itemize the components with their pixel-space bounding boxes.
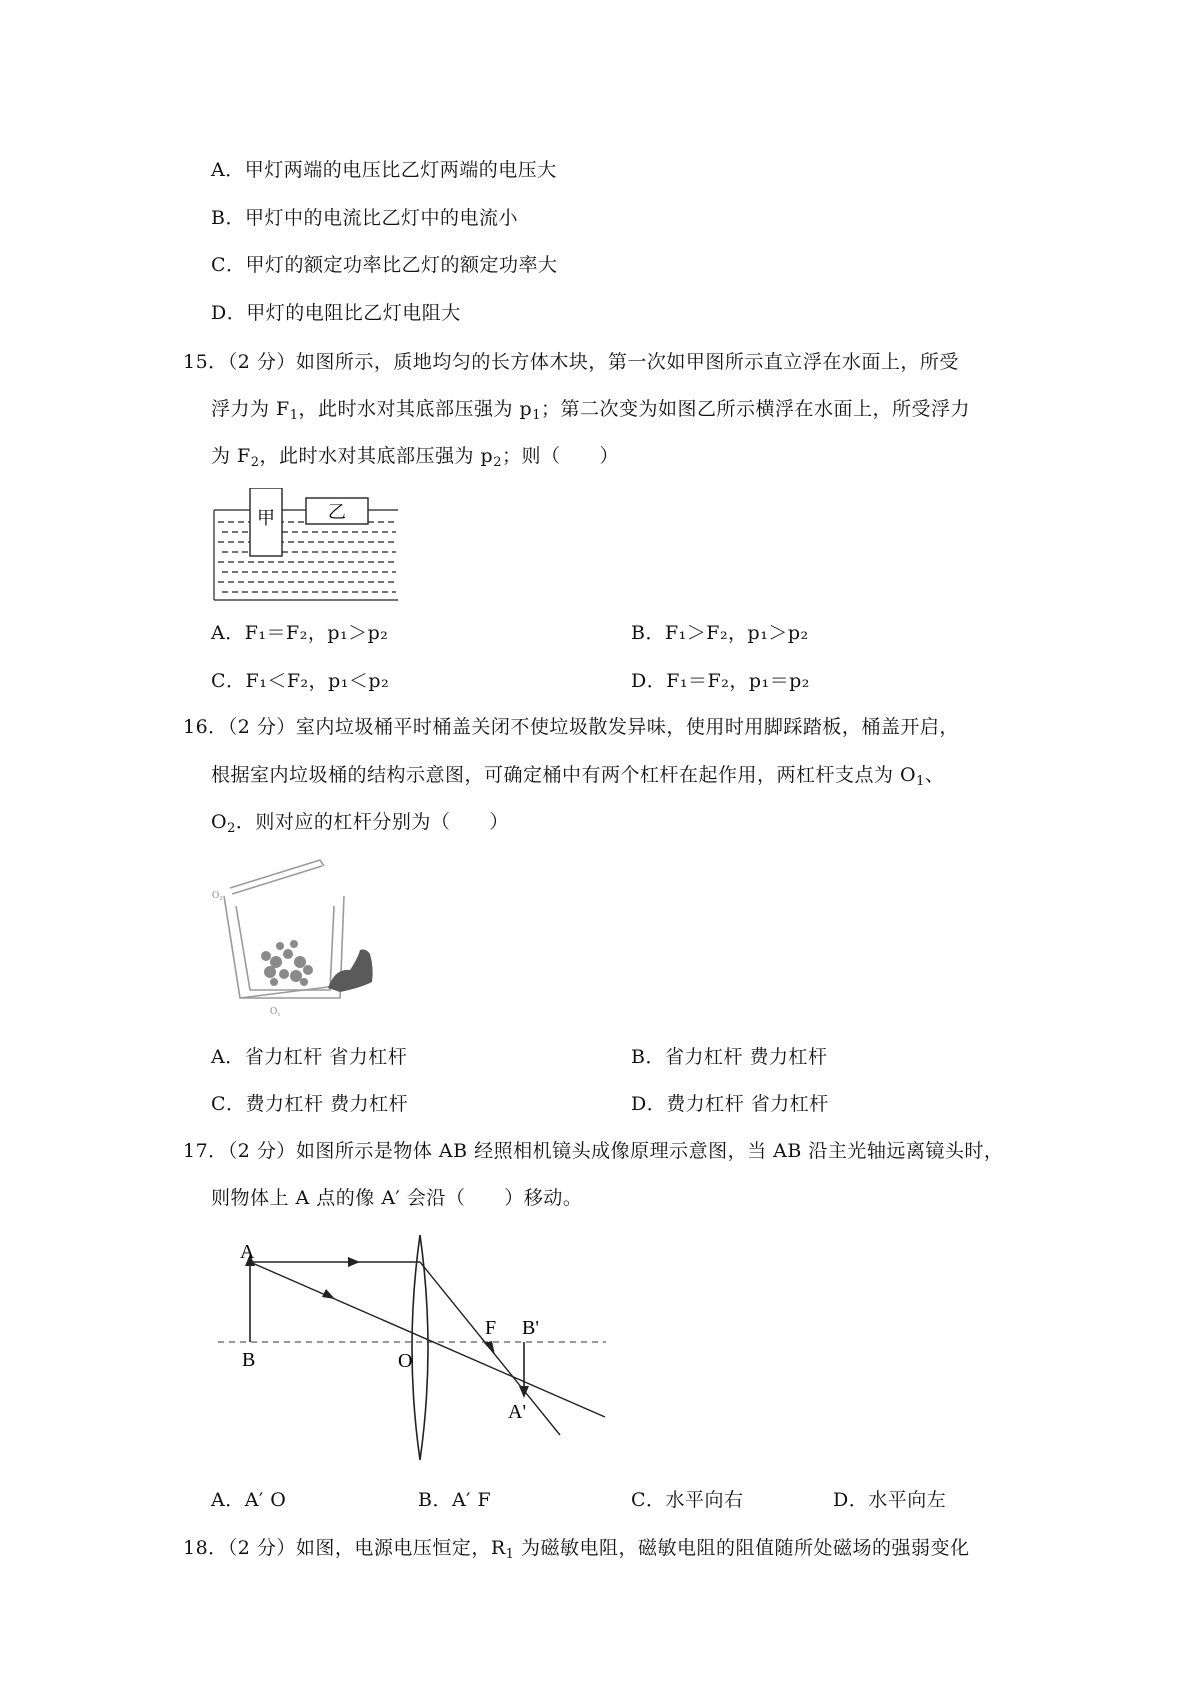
q15-option-b: B．F₁＞F₂，p₁＞p₂	[631, 622, 809, 644]
q16-option-b: B．省力杠杆 费力杠杆	[631, 1046, 828, 1068]
label-b-prime: B'	[522, 1317, 539, 1339]
q16-stem-line2	[211, 763, 944, 787]
q18-stem-line1	[183, 1536, 969, 1560]
q16-text: O	[211, 811, 228, 833]
question-number: 17．	[183, 1140, 228, 1162]
q15-text: 为 F	[211, 445, 251, 467]
floating-blocks-figure	[212, 488, 402, 603]
q15-stem-line1	[183, 350, 959, 374]
lens-imaging-figure	[210, 1230, 610, 1465]
q16-option-d: D．费力杠杆 省力杠杆	[631, 1093, 829, 1115]
q14-option-a: A．甲灯两端的电压比乙灯两端的电压大	[211, 159, 557, 181]
subscript: 1	[289, 408, 299, 423]
q17-stem-line2: 则物体上 A 点的像 A′ 会沿（ ）移动。	[211, 1187, 583, 1209]
subscript: 1	[505, 1547, 515, 1562]
question-score: （2 分）	[227, 1537, 296, 1559]
question-score: （2 分）	[227, 351, 296, 373]
question-number: 15．	[183, 351, 228, 373]
subscript: 1	[532, 408, 541, 423]
label-a-prime: A'	[508, 1401, 527, 1423]
q16-text-line1: 室内垃圾桶平时桶盖关闭不使垃圾散发异味，使用时用脚踩踏板，桶盖开启，	[295, 716, 959, 738]
subscript: 2	[493, 455, 502, 470]
q17-option-b: B．A′ F	[418, 1489, 492, 1511]
label-yi: 乙	[328, 502, 346, 522]
q18-text: 如图，电源电压恒定，R	[295, 1537, 506, 1559]
question-number: 16．	[183, 716, 228, 738]
foot-icon	[328, 950, 373, 993]
label-f: F	[485, 1317, 497, 1339]
q15-option-c: C．F₁＜F₂，p₁＜p₂	[211, 670, 390, 692]
q14-option-c: C．甲灯的额定功率比乙灯的额定功率大	[211, 254, 558, 276]
q14-option-d: D．甲灯的电阻比乙灯电阻大	[211, 302, 461, 324]
label-b: B	[242, 1349, 256, 1371]
q16-option-a: A．省力杠杆 省力杠杆	[211, 1046, 408, 1068]
q17-stem-line1	[183, 1139, 1003, 1163]
trash-can-figure	[210, 858, 410, 1023]
q15-option-d: D．F₁＝F₂，p₁＝p₂	[631, 670, 810, 692]
question-score: （2 分）	[227, 716, 296, 738]
q17-text-line1: 如图所示是物体 AB 经照相机镜头成像原理示意图，当 AB 沿主光轴远离镜头时，	[295, 1140, 1004, 1162]
question-number: 18．	[183, 1537, 228, 1559]
q15-text: ，此时水对其底部压强为 p	[298, 398, 533, 420]
label-o1: O₁	[270, 1006, 281, 1017]
q15-text-line1: 如图所示，质地均匀的长方体木块，第一次如甲图所示直立浮在水面上，所受	[295, 351, 959, 373]
q16-option-c: C．费力杠杆 费力杠杆	[211, 1093, 409, 1115]
q15-text: 浮力为 F	[211, 398, 290, 420]
q16-stem-line3	[211, 810, 509, 834]
q15-text: ；第二次变为如图乙所示横浮在水面上，所受浮力	[541, 398, 971, 420]
subscript: 2	[227, 821, 236, 836]
q18-text: 为磁敏电阻，磁敏电阻的阻值随所处磁场的强弱变化	[514, 1537, 970, 1559]
q15-stem-line2	[211, 397, 970, 421]
q15-text: ，此时水对其底部压强为 p	[259, 445, 494, 467]
q16-text: 、	[924, 764, 945, 786]
q15-stem-line3	[211, 444, 619, 468]
subscript: 1	[916, 774, 925, 789]
subscript: 2	[250, 455, 260, 470]
q15-option-a: A．F₁＝F₂，p₁＞p₂	[211, 622, 389, 644]
q17-option-c: C．水平向右	[631, 1489, 744, 1511]
q14-option-b: B．甲灯中的电流比乙灯中的电流小	[211, 207, 518, 229]
label-o: O	[398, 1350, 413, 1372]
q16-text: ．则对应的杠杆分别为（ ）	[235, 811, 509, 833]
question-score: （2 分）	[227, 1140, 296, 1162]
label-o2: O₂	[212, 890, 223, 901]
q17-option-a: A．A′ O	[211, 1489, 287, 1511]
label-jia: 甲	[257, 508, 275, 528]
q15-text: ；则（ ）	[502, 445, 620, 467]
q17-option-d: D．水平向左	[833, 1489, 947, 1511]
label-a: A	[240, 1241, 255, 1263]
q16-stem-line1	[183, 715, 959, 739]
q16-text: 根据室内垃圾桶的结构示意图，可确定桶中有两个杠杆在起作用，两杠杆支点为 O	[211, 764, 917, 786]
